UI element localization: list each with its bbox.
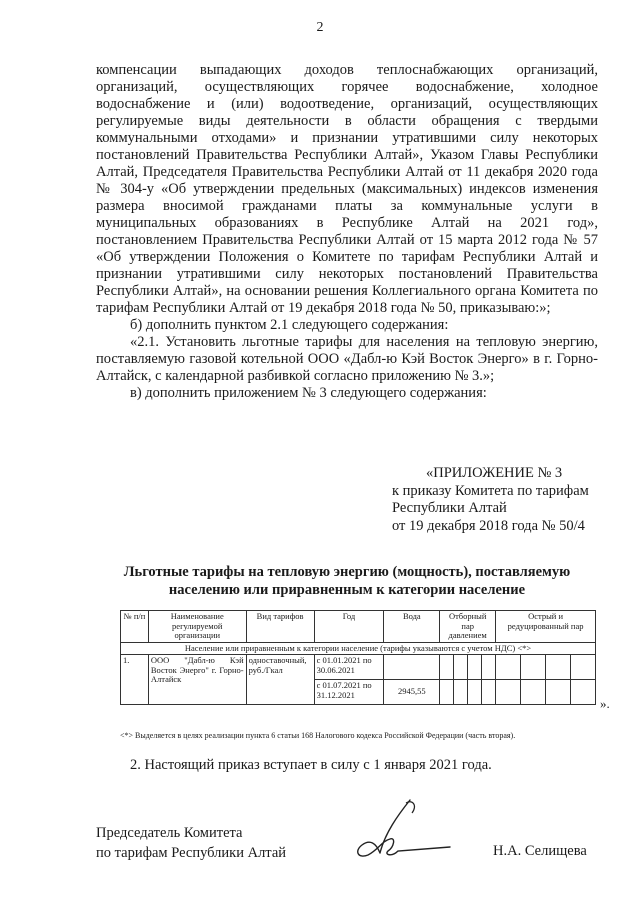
table-title: Льготные тарифы на тепловую энергию (мощность), поставляемую населению или приравненным к категории население	[123, 564, 571, 598]
row-number: 1.	[121, 655, 149, 705]
handwritten-signature	[340, 795, 460, 865]
appendix-date-line: от 19 декабря 2018 года № 50/4	[392, 517, 585, 534]
paragraph-preamble: компенсации выпадающих доходов теплоснабжающих организаций, организаций, осуществляющих горячее водоснабжение, холодное водоснабжение и (или) водоотведение, организаций, осуществляющих регулируемые виды деятельности в области обращения с твердыми коммунальными отходами» и признании утратившими силу некоторых постановлений Правительства Республики Алтай», Указом Главы Республики Алтай, Председателя Правительства Республики Алтай от 11 декабря 2020 года № 304-у «Об утверждении предельных (максимальных) индексов изменения размера вносимой гражданами платы за коммунальные услуги в муниципальных образованиях в Республике Алтай на 2021 год», постановлением Правительства Республики Алтай от 15 марта 2012 года № 57 «Об утверждении Положения о Комитете по тарифам Республики Алтай и признании утратившими силу некоторых постановлений Правительства Республики Алтай», на основании решения Коллегиального органа Комитета по тарифам Республики Алтай от 19 декабря 2018 года № 50, приказываю:»;	[96, 62, 598, 316]
header-live-steam: Острый и редуцированный пар	[496, 611, 596, 643]
paragraph-clause-2-1: «2.1. Установить льготные тарифы для населения на тепловую энергию, поставляемую газовой котельной ООО «Дабл-ю Кэй Восток Энерго» в г. Горно-Алтайск, с календарной разбивкой согласно приложению № 3.»;	[96, 334, 598, 384]
tariff-table	[120, 610, 596, 705]
paragraph-item-b: б) дополнить пунктом 2.1 следующего содержания:	[130, 317, 449, 333]
header-extraction-steam: Отборный пар давлением	[440, 611, 496, 643]
signatory-name: Н.А. Селищева	[493, 843, 587, 859]
section-label: Население или приравненным к категории население (тарифы указываются с учетом НДС) <*>	[121, 642, 596, 655]
appendix-ref-line: к приказу Комитета по тарифам	[392, 482, 589, 499]
row-water-1	[384, 655, 440, 680]
row-tariff-type: одноставочный, руб./Гкал	[246, 655, 314, 705]
signatory-title-line-1: Председатель Комитета	[96, 825, 243, 841]
appendix-title: «ПРИЛОЖЕНИЕ № 3	[426, 465, 563, 481]
header-year: Год	[314, 611, 384, 643]
footnote: <*> Выделяется в целях реализации пункта 6 статьи 168 Налогового кодекса Российской Федерации (часть вторая).	[120, 731, 516, 740]
row-water-2: 2945,55	[384, 680, 440, 705]
table-header-row	[121, 611, 596, 643]
header-water: Вода	[384, 611, 440, 643]
row-organization: ООО "Дабл-ю Кэй Восток Энерго" г. Горно-Алтайск	[148, 655, 246, 705]
header-organization: Наименование регулируемой организации	[148, 611, 246, 643]
header-tariff-type: Вид тарифов	[246, 611, 314, 643]
header-num: № п/п	[121, 611, 149, 643]
row-period-1: с 01.01.2021 по 30.06.2021	[314, 655, 384, 680]
clause-2: 2. Настоящий приказ вступает в силу с 1 января 2021 года.	[130, 757, 492, 773]
appendix-header	[392, 465, 589, 535]
signatory-title-line-2: по тарифам Республики Алтай	[96, 845, 287, 861]
signatory-title	[96, 823, 286, 863]
appendix-republic-line: Республики Алтай	[392, 500, 507, 516]
table-row	[121, 655, 596, 680]
table-section-row	[121, 642, 596, 655]
closing-quote: ».	[600, 696, 610, 711]
body-text	[96, 62, 598, 402]
page-number: 2	[316, 20, 324, 35]
paragraph-item-v: в) дополнить приложением № 3 следующего содержания:	[130, 385, 487, 401]
row-period-2: с 01.07.2021 по 31.12.2021	[314, 680, 384, 705]
